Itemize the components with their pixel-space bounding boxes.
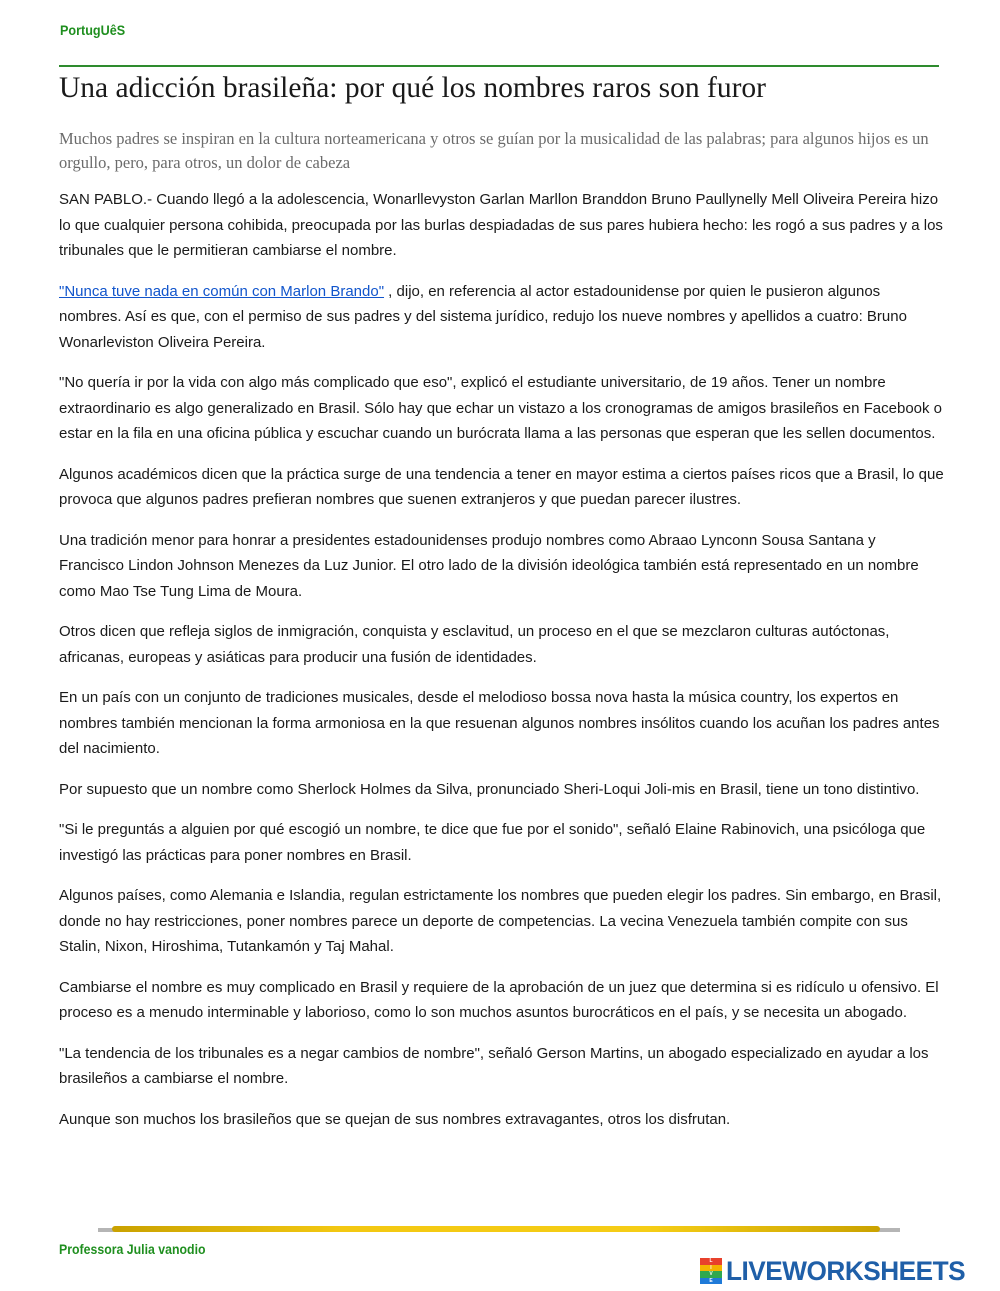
liveworksheets-badge-icon — [700, 1258, 722, 1284]
liveworksheets-logo[interactable] — [700, 1256, 973, 1286]
article-title: Una adicción brasileña: por qué los nombres raros son furor — [59, 72, 766, 104]
article-subtitle: Muchos padres se inspiran en la cultura norteamericana y otros se guían por la musicalidad de las palabras; para algunos hijos es un orgullo, pero, para otros, un dolor de cabeza — [59, 129, 929, 172]
paragraph: SAN PABLO.- Cuando llegó a la adolescencia, Wonarllevyston Garlan Marllon Branddon Bruno Paullynelly Mell Oliveira Pereira hizo lo que cualquier persona cohibida, preocupada por las burlas despiadadas de sus pares hubiera hecho: les rogó a sus padres y a los tribunales que le permitieran cambiarse el nombre. — [59, 191, 943, 259]
paragraph: Cambiarse el nombre es muy complicado en Brasil y requiere de la aprobación de un juez que determina si es ridículo u ofensivo. El proceso es a menudo interminable y laborioso, como lo son muchos asuntos burocráticos en el país, y se necesita un abogado. — [59, 978, 939, 1021]
article-body — [59, 187, 944, 1147]
badge-letter: I — [700, 1265, 722, 1272]
paragraph — [59, 279, 944, 356]
paragraph: Aunque son muchos los brasileños que se quejan de sus nombres extravagantes, otros los disfrutan. — [59, 1110, 731, 1128]
paragraph: Una tradición menor para honrar a presidentes estadounidenses produjo nombres como Abraao Lynconn Sousa Santana y Francisco Lindon Johnson Menezes da Luz Junior. El otro lado de la división ideológica también está representado en un nombre como Mao Tse Tung Lima de Moura. — [59, 531, 919, 600]
quote-link[interactable]: "Nunca tuve nada en común con Marlon Brando" — [59, 282, 385, 300]
paragraph: Otros dicen que refleja siglos de inmigración, conquista y esclavitud, un proceso en el que se mezclaron culturas autóctonas, africanas, europeas y asiáticas para producir una fusión de identidades. — [59, 623, 890, 666]
paragraph: "La tendencia de los tribunales es a negar cambios de nombre", señaló Gerson Martins, un abogado especializado en ayudar a los brasileños a cambiarse el nombre. — [59, 1044, 929, 1087]
paragraph: Por supuesto que un nombre como Sherlock Holmes da Silva, pronunciado Sheri-Loqui Joli-mis en Brasil, tiene un tono distintivo. — [59, 780, 920, 798]
badge-letter: E — [700, 1278, 722, 1285]
badge-letter: V — [700, 1271, 722, 1278]
footer-divider-accent — [112, 1226, 880, 1232]
paragraph: "Si le preguntás a alguien por qué escogió un nombre, te dice que fue por el sonido", señaló Elaine Rabinovich, una psicóloga que investigó las prácticas para poner nombres en Brasil. — [59, 821, 926, 864]
liveworksheets-wordmark: LIVEWORKSHEETS — [726, 1255, 966, 1286]
badge-letter: L — [700, 1258, 722, 1265]
paragraph-text: , dijo, en referencia al actor estadounidense por quien le pusieron algunos nombres. Así es que, con el permiso de sus padres y del sistema jurídico, redujo los nueve nombres y apellidos a cuatro: Bruno Wonarleviston Oliveira Pereira. — [59, 282, 907, 351]
paragraph: Algunos países, como Alemania e Islandia, regulan estrictamente los nombres que pueden elegir los padres. Sin embargo, en Brasil, donde no hay restricciones, poner nombres parece un deporte de competencias. La vecina Venezuela también compite con sus Stalin, Nixon, Hiroshima, Tutankamón y Taj Mahal. — [59, 887, 942, 955]
paragraph: Algunos académicos dicen que la práctica surge de una tendencia a tener en mayor estima a ciertos países ricos que a Brasil, lo que provoca que algunos padres prefieran nombres que suenen extranjeros y que puedan parecer ilustres. — [59, 465, 944, 508]
paragraph: En un país con un conjunto de tradiciones musicales, desde el melodioso bossa nova hasta la música country, los expertos en nombres también mencionan la forma armoniosa en la que resuenan algunos nombres insólitos cuando los acuñan los padres antes del nacimiento. — [59, 689, 940, 757]
paragraph: "No quería ir por la vida con algo más complicado que eso", explicó el estudiante universitario, de 19 años. Tener un nombre extraordinario es algo generalizado en Brasil. Sólo hay que echar un vistazo a los cronogramas de amigos brasileños en Facebook o estar en la fila en una oficina pública y escuchar cuando un burócrata llama a las personas que esperan que les sellen documentos. — [59, 374, 943, 442]
author-credit: Professora Julia vanodio — [59, 1241, 206, 1257]
brand-label: PortugUêS — [60, 22, 126, 38]
